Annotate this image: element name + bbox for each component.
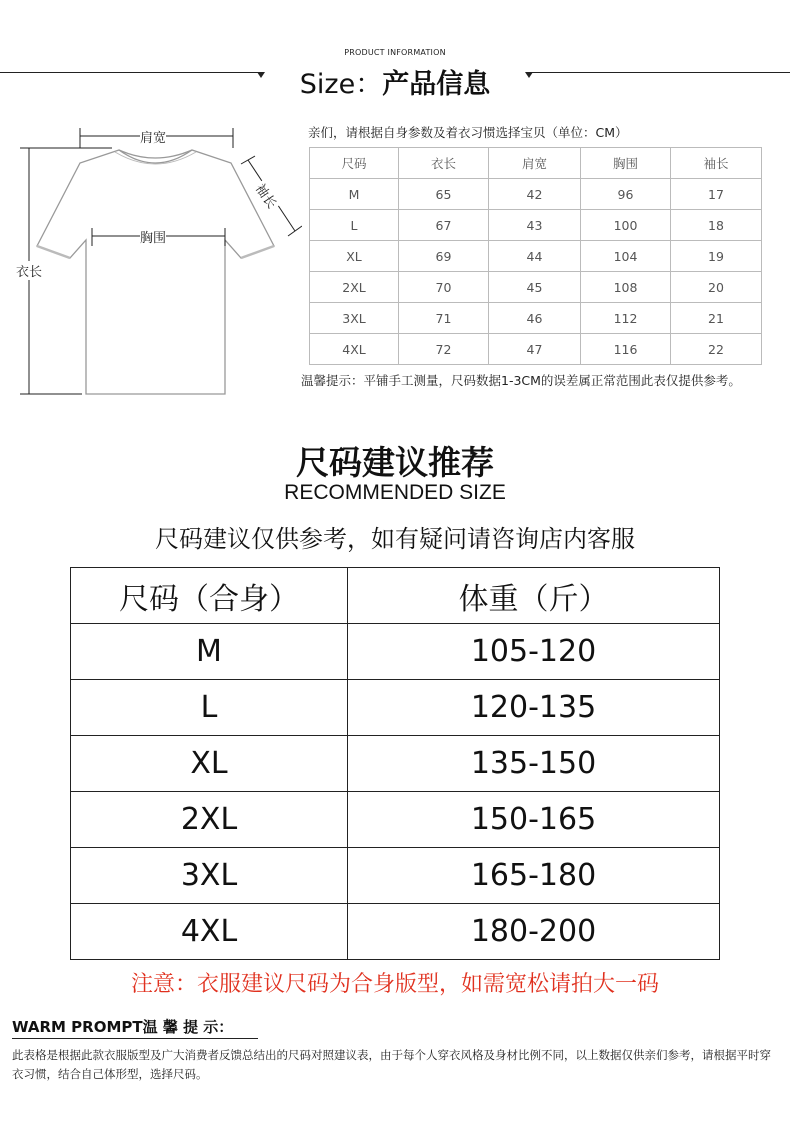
attention-note: 注意：衣服建议尺码为合身版型，如需宽松请拍大一码 — [130, 972, 659, 997]
table-cell: 71 — [399, 303, 489, 334]
table-cell: XL — [71, 736, 348, 792]
table-cell: 96 — [581, 179, 671, 210]
table-cell: 46 — [489, 303, 581, 334]
table-cell: 18 — [671, 210, 762, 241]
measurement-table — [309, 147, 762, 365]
warm-prompt-title: WARM PROMPT温 馨 提 示： — [12, 1018, 234, 1036]
table-row — [71, 904, 720, 960]
table-row — [310, 272, 762, 303]
measurement-header-cell: 肩宽 — [489, 148, 581, 179]
table-row — [71, 736, 720, 792]
table-cell: 2XL — [71, 792, 348, 848]
warm-prompt-underline — [12, 1038, 258, 1039]
length-label: 衣长 — [16, 261, 42, 280]
table-cell: 69 — [399, 241, 489, 272]
table-row — [71, 680, 720, 736]
recommend-note: 尺码建议仅供参考，如有疑问请咨询店内客服 — [155, 525, 635, 553]
table-cell: 112 — [581, 303, 671, 334]
table-cell: 108 — [581, 272, 671, 303]
measure-note-top: 亲们，请根据自身参数及着衣习惯选择宝贝（单位：CM） — [308, 125, 628, 140]
table-row — [310, 303, 762, 334]
size-title — [0, 62, 790, 101]
sleeve-label: 袖长 — [251, 178, 284, 214]
table-cell: 70 — [399, 272, 489, 303]
table-row — [71, 792, 720, 848]
table-cell: 3XL — [310, 303, 399, 334]
table-cell: 72 — [399, 334, 489, 365]
measure-note-bottom: 温馨提示：平铺手工测量，尺码数据1-3CM的误差属正常范围此表仅提供参考。 — [301, 373, 741, 388]
table-cell: 19 — [671, 241, 762, 272]
table-cell: 67 — [399, 210, 489, 241]
size-title-en: Size — [299, 69, 356, 100]
product-information-label: PRODUCT INFORMATION — [344, 48, 446, 57]
table-cell: 105-120 — [348, 624, 720, 680]
size-title-colon: ： — [355, 69, 383, 100]
table-cell: L — [310, 210, 399, 241]
shoulder-label: 肩宽 — [140, 127, 166, 146]
table-cell: M — [310, 179, 399, 210]
size-title-cn: 产品信息 — [382, 69, 491, 100]
table-cell: 47 — [489, 334, 581, 365]
table-row — [310, 210, 762, 241]
measurement-header-cell: 衣长 — [399, 148, 489, 179]
weight-header-row — [71, 568, 720, 624]
table-row — [71, 624, 720, 680]
measurement-header-cell: 袖长 — [671, 148, 762, 179]
table-cell: 65 — [399, 179, 489, 210]
table-row — [310, 241, 762, 272]
table-row — [310, 334, 762, 365]
table-cell: 150-165 — [348, 792, 720, 848]
recommend-subtitle: RECOMMENDED SIZE — [284, 481, 506, 504]
table-cell: 4XL — [310, 334, 399, 365]
table-cell: XL — [310, 241, 399, 272]
table-cell: 120-135 — [348, 680, 720, 736]
warm-prompt-text: 此表格是根据此款衣服版型及广大消费者反馈总结出的尺码对照建议表，由于每个人穿衣风格及身材比例不同，以上数据仅供亲们参考，请根据平时穿衣习惯，结合自己体形型，选择尺码。 — [12, 1048, 771, 1081]
table-cell: 100 — [581, 210, 671, 241]
tshirt-diagram-icon — [12, 118, 302, 403]
table-cell: 42 — [489, 179, 581, 210]
weight-table — [70, 567, 720, 960]
table-cell: 2XL — [310, 272, 399, 303]
table-cell: 165-180 — [348, 848, 720, 904]
table-cell: 43 — [489, 210, 581, 241]
table-cell: 3XL — [71, 848, 348, 904]
table-cell: 17 — [671, 179, 762, 210]
measurement-header-row — [310, 148, 762, 179]
table-cell: L — [71, 680, 348, 736]
table-cell: 135-150 — [348, 736, 720, 792]
chest-label: 胸围 — [140, 227, 166, 246]
table-cell: 44 — [489, 241, 581, 272]
recommend-title: 尺码建议推荐 — [296, 443, 494, 482]
table-cell: 180-200 — [348, 904, 720, 960]
table-cell: 21 — [671, 303, 762, 334]
table-cell: 20 — [671, 272, 762, 303]
measurement-header-cell: 胸围 — [581, 148, 671, 179]
table-row — [71, 848, 720, 904]
table-cell: 22 — [671, 334, 762, 365]
table-cell: 4XL — [71, 904, 348, 960]
weight-header-cell: 体重（斤） — [348, 568, 720, 624]
weight-header-cell: 尺码（合身） — [71, 568, 348, 624]
table-cell: M — [71, 624, 348, 680]
table-cell: 104 — [581, 241, 671, 272]
table-cell: 45 — [489, 272, 581, 303]
measurement-header-cell: 尺码 — [310, 148, 399, 179]
table-row — [310, 179, 762, 210]
table-cell: 116 — [581, 334, 671, 365]
